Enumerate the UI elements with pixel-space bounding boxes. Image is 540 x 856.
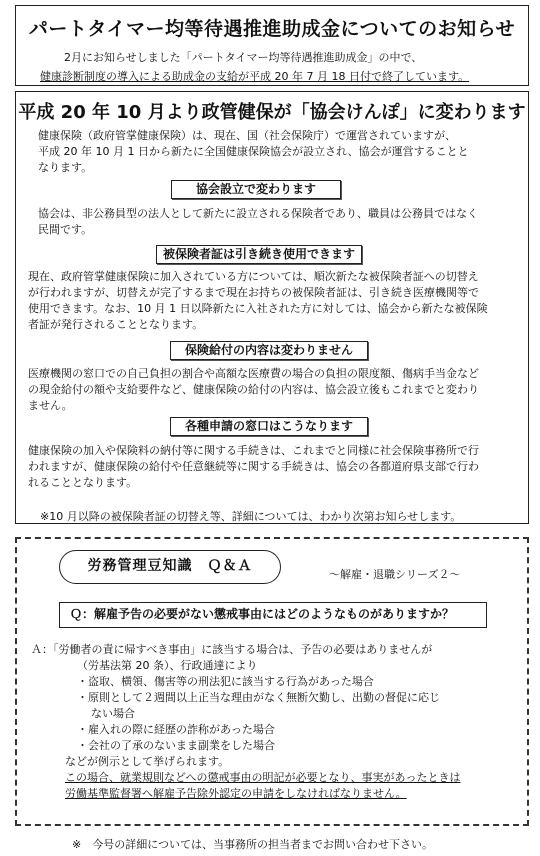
section-body-line: 使用できます。なお、10 月 1 日以降新たに入社された方に対しては、協会から新たな被保険: [28, 302, 488, 315]
section-body-line: 健康保険の加入や保険料の納付等に関する手続きは、これまでと同様に社会保険事務所で行: [28, 444, 479, 457]
page-footer: ※ 今号の詳細については、当事務所の担当者までお問い合わせ下さい。: [72, 838, 433, 851]
qa-title-oval: 労務管理豆知識 Ｑ＆Ａ: [59, 550, 281, 584]
qa-answer-line: この場合、就業規則などへの懲戒事由の明記が必要となり、事実があったときは: [65, 771, 461, 784]
kyokai-intro: [38, 128, 469, 176]
subsidy-notice-box: [15, 5, 529, 86]
qa-answer-line: などが例示として挙げられます。: [65, 755, 230, 768]
kyokai-intro-line: 健康保険（政府管掌健康保険）は、現在、国（社会保険庁）で運営されていますが、: [38, 129, 456, 142]
section-body-line: の現金給付の額や支給要件など、健康保険の給付の内容は、協会設立後もこれまでと変わり: [28, 383, 479, 396]
section-body-line: ません。: [28, 399, 73, 412]
section-heading-benefits: 保険給付の内容は変わりません: [170, 341, 368, 360]
kyokai-kenpo-title: 平成 20 年 10 月より政管健保が「協会けんぽ」に変わります: [18, 102, 526, 123]
section-body-line: 民間です。: [38, 223, 93, 236]
section-body-line: が行われますが、切替えが完了するまで現在お持ちの被保険者証は、引き続き医療機関等で: [28, 286, 479, 299]
qa-answer-line: ・雇入れの際に経歴の詐称があった場合: [77, 723, 275, 736]
qa-answer-line: 労働基準監督署へ解雇予告除外認定の申請をしなければなりません。: [65, 787, 407, 800]
qa-answer-line: ない場合: [91, 707, 135, 720]
section-body-insurance-card: [28, 269, 488, 333]
qa-answer-line: ・盗取、横領、傷害等の刑法犯に該当する行為があった場合: [77, 675, 374, 688]
section-heading-kyokai-setup: 協会設立で変わります: [171, 180, 341, 199]
qa-answer-line: （労基法第 20 条）、行政通達により: [77, 659, 258, 672]
kyokai-intro-line: 平成 20 年 10 月 1 日から新たに全国健康保険協会が設立され、協会が運営することと: [38, 145, 469, 158]
kyokai-intro-line: なります。: [38, 161, 93, 174]
section-body-line: れることとなります。: [28, 476, 138, 489]
section-body-line: 協会は、非公務員型の法人として新たに設立される保険者であり、職員は公務員ではなく: [38, 207, 478, 220]
qa-answer-line: ・原則として２週間以上正当な理由がなく無断欠勤し、出勤の督促に応じ: [77, 691, 440, 704]
subsidy-notice-line-1: 2月にお知らせしました「パートタイマー均等待遇推進助成金」の中で、: [64, 51, 423, 64]
section-body-line: 医療機関の窓口での自己負担の割合や高額な医療費の場合の負担の限度額、傷病手当金など: [28, 367, 479, 380]
qa-series-label: ～解雇・退職シリーズ２～: [329, 568, 461, 581]
qa-question: Ｑ：解雇予告の必要がない懲戒事由にはどのようなものがありますか？: [59, 602, 487, 628]
labor-qa-box: [15, 537, 529, 826]
section-heading-application-window: 各種申請の窓口はこうなります: [170, 417, 368, 436]
subsidy-notice-line-2: 健康診断制度の導入による助成金の支給が平成 20 年 7 月 18 日付で終了しています。: [40, 70, 470, 83]
section-body-line: われますが、健康保険の給付や任意継続等に関する手続きは、協会の各都道府県支部で行わ: [28, 460, 479, 473]
kyokai-kenpo-box: [15, 91, 529, 524]
section-heading-insurance-card: 被保険者証は引き続き使用できます: [156, 245, 362, 264]
kyokai-footnote: ※10 月以降の被保険者証の切替え等、詳細については、わかり次第お知らせします。: [40, 510, 462, 523]
section-body-application-window: [28, 443, 479, 491]
section-body-line: 者証が発行されることとなります。: [28, 318, 204, 331]
section-body-line: 現在、政府管掌健康保険に加入されている方については、順次新たな被保険者証への切替え: [28, 270, 479, 283]
section-body-kyokai-setup: [38, 206, 478, 238]
qa-answer-line: Ａ：「労働者の責に帰すべき事由」に該当する場合は、予告の必要はありませんが: [31, 643, 433, 656]
qa-answer-line: ・会社の了承のないまま副業をした場合: [77, 739, 275, 752]
section-body-benefits: [28, 366, 479, 414]
subsidy-notice-title: パートタイマー均等待遇推進助成金についてのお知らせ: [28, 18, 516, 40]
